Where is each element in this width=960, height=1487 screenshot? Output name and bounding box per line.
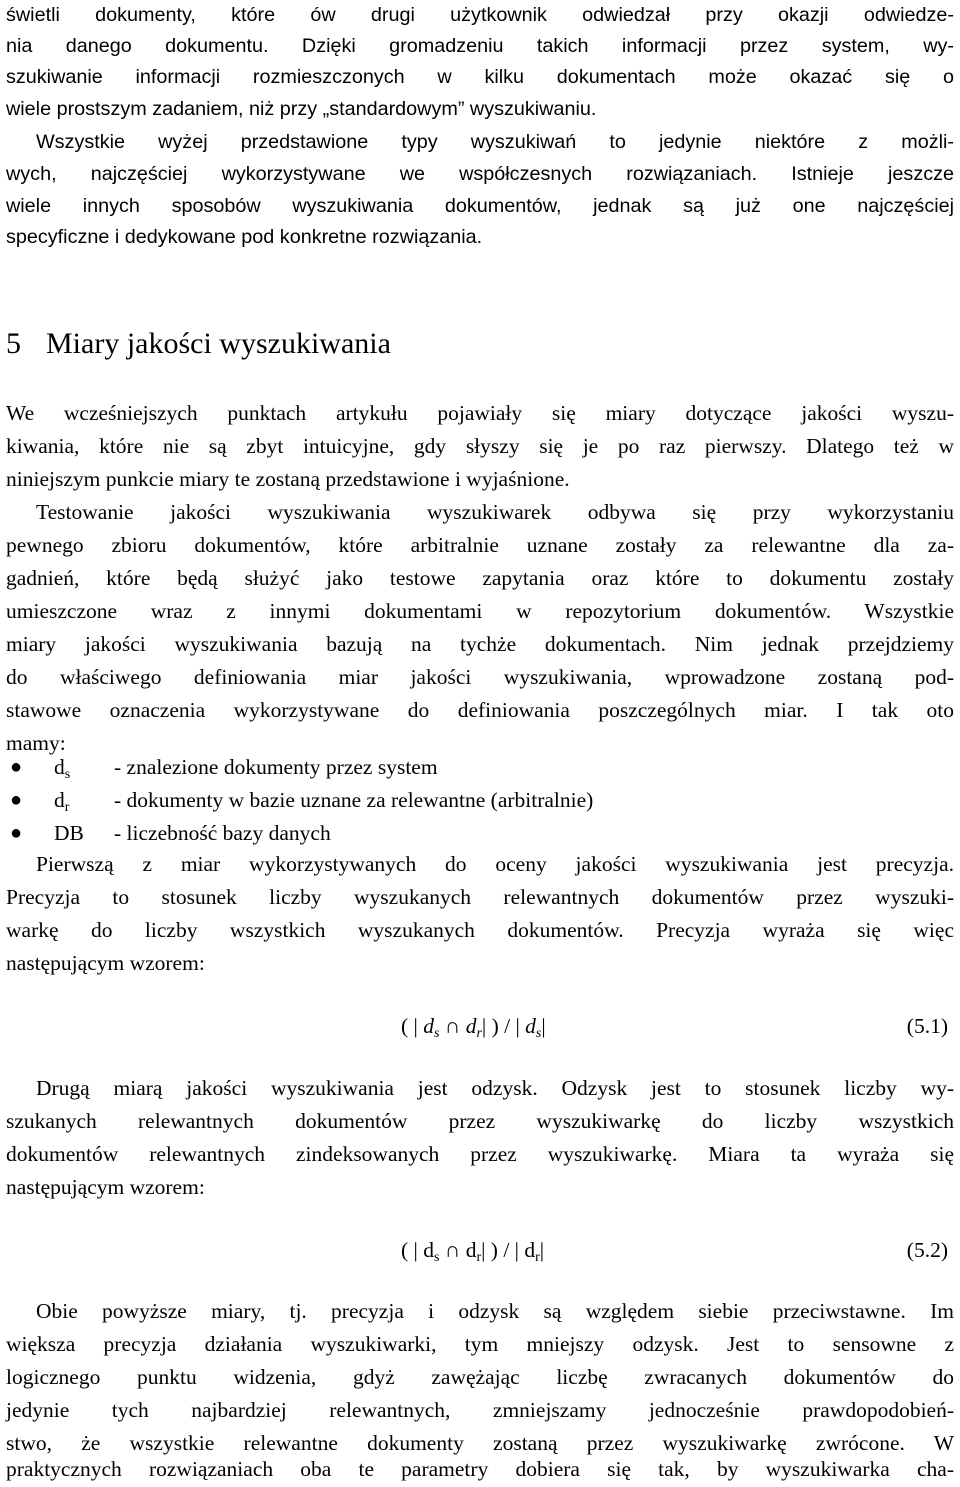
text-line: jedynie tych najbardziej relewantnych, zmniejszamy jednocześnie prawdopodobień- (6, 1398, 954, 1422)
text-line: mamy: (6, 731, 66, 755)
text-line: kiwania, które nie są zbyt intuicyjne, gdy słyszy się je po raz pierwszy. Dlatego też w (6, 434, 954, 458)
text-line: dokumentów relewantnych zindeksowanych przez wyszukiwarkę. Miara ta wyraża się (6, 1142, 954, 1166)
formula-expression: ( | $d_s$ ∩ $d_r|$ ) / | $d_s|$ (401, 1014, 546, 1041)
text-line: Pierwszą z miar wykorzystywanych do oceny jakości wyszukiwania jest precyzja. (36, 852, 954, 876)
definition-text: - znalezione dokumenty przez system (114, 755, 438, 779)
bullet-icon: ● (9, 789, 23, 811)
text-line: umieszczone wraz z innymi dokumentami w repozytorium dokumentów. Wszystkie (6, 599, 954, 623)
definition-symbol: DB (54, 821, 84, 845)
text-line: wiele prostszym zadaniem, niż przy „standardowym” wyszukiwaniu. (6, 98, 597, 120)
formula-expression: ( | $d_s$ ∩ $d_r|$ ) / | $d_r|$ (401, 1238, 545, 1265)
text-line: stawowe oznaczenia wykorzystywane do definiowania poszczególnych miar. I tak oto (6, 698, 954, 722)
formula-recall (6, 1232, 948, 1268)
text-line: Wszystkie wyżej przedstawione typy wyszukiwań to jedynie niektóre z możli- (36, 131, 954, 153)
text-line: szukiwanie informacji rozmieszczonych w kilku dokumentach może okazać się o (6, 66, 954, 88)
section-number: 5 (6, 327, 21, 360)
text-line: stwo, że wszystkie relewantne dokumenty zostaną przez wyszukiwarkę zwrócone. W (6, 1431, 954, 1455)
text-line: warkę do liczby wszystkich wyszukanych dokumentów. Precyzja wyraża się więc (6, 918, 954, 942)
text-line: niniejszym punkcie miary te zostaną przedstawione i wyjaśnione. (6, 467, 570, 491)
equation-number: (5.2) (906, 1238, 948, 1262)
text-line: pewnego zbioru dokumentów, które arbitralnie uznane zostały za relewantne dla za- (6, 533, 954, 557)
text-line: nia danego dokumentu. Dzięki gromadzeniu takich informacji przez system, wy- (6, 35, 954, 57)
text-line: praktycznych rozwiązaniach oba te parametry dobiera się tak, by wyszukiwarka cha- (6, 1457, 954, 1481)
text-line: Drugą miarą jakości wyszukiwania jest odzysk. Odzysk jest to stosunek liczby wy- (36, 1076, 954, 1100)
text-line: logicznego punktu widzenia, gdyż zawężając liczbę zwracanych dokumentów do (6, 1365, 954, 1389)
definition-item (6, 817, 806, 850)
equation-number: (5.1) (906, 1014, 948, 1038)
text-line: następującym wzorem: (6, 951, 205, 975)
text-line: wiele innych sposobów wyszukiwania dokumentów, jednak są już one najczęściej (6, 195, 954, 217)
formula-precision (6, 1008, 948, 1044)
definition-item (6, 751, 806, 784)
text-line: Testowanie jakości wyszukiwania wyszukiwarek odbywa się przy wykorzystaniu (36, 500, 954, 524)
text-line: Obie powyższe miary, tj. precyzja i odzysk są względem siebie przeciwstawne. Im (36, 1299, 954, 1323)
definition-text: - liczebność bazy danych (114, 821, 331, 845)
text-line: następującym wzorem: (6, 1175, 205, 1199)
definition-item (6, 784, 806, 817)
text-line: We wcześniejszych punktach artykułu pojawiały się miary dotyczące jakości wyszu- (6, 401, 954, 425)
text-line: gadnień, które będą służyć jako testowe zapytania oraz które to dokumentu zostały (6, 566, 954, 590)
text-line: Precyzja to stosunek liczby wyszukanych relewantnych dokumentów przez wyszuki- (6, 885, 954, 909)
definition-symbol: $d_r$ (54, 788, 70, 815)
definition-symbol: $d_s$ (54, 755, 71, 782)
text-line: szukanych relewantnych dokumentów przez wyszukiwarkę do liczby wszystkich (6, 1109, 954, 1133)
definition-text: - dokumenty w bazie uznane za relewantne (arbitralnie) (114, 788, 594, 812)
text-line: wych, najczęściej wykorzystywane we współczesnych rozwiązaniach. Istnieje jeszcze (6, 163, 954, 185)
text-line: miary jakości wyszukiwania bazują na tychże dokumentach. Nim jednak przejdziemy (6, 632, 954, 656)
text-line: do właściwego definiowania miar jakości wyszukiwania, wprowadzone zostaną pod- (6, 665, 954, 689)
bullet-icon: ● (9, 756, 23, 778)
bullet-icon: ● (9, 822, 23, 844)
section-heading (6, 322, 946, 366)
text-line: specyficzne i dedykowane pod konkretne rozwiązania. (6, 226, 483, 248)
text-line: większa precyzja działania wyszukiwarki, tym mniejszy odzysk. Jest to sensowne z (6, 1332, 954, 1356)
text-line: świetli dokumenty, które ów drugi użytkownik odwiedzał przy okazji odwiedze- (6, 4, 954, 26)
section-title: Miary jakości wyszukiwania (46, 327, 391, 360)
